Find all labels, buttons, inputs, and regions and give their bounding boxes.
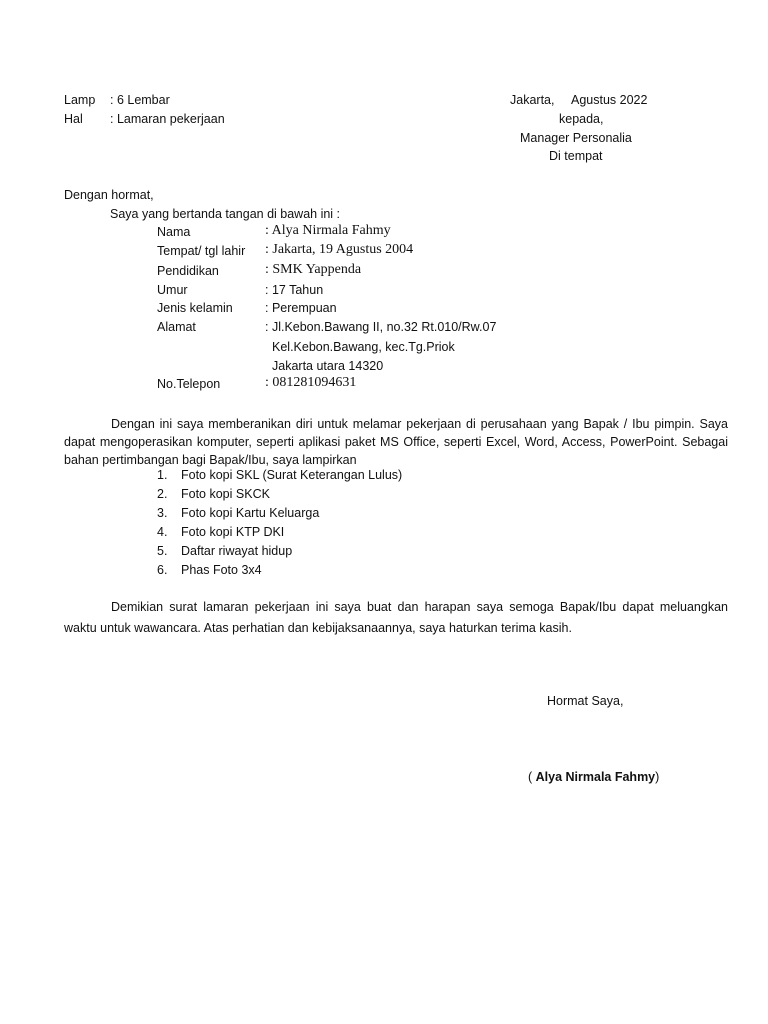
body-paragraph: Dengan ini saya memberanikan diri untuk melamar pekerjaan di perusahaan yang Bapak / Ibu pimpin. Saya dapat mengoperasikan komputer, seperti aplikasi paket MS Office, seperti Excel, Word, Access, PowerPoint. Sebagai bahan pertimbangan bagi Bapak/Ibu, saya lampirkan (64, 417, 728, 467)
recipient-line-3: Di tempat (549, 149, 603, 163)
list-item (157, 466, 402, 485)
alamat-line-1: : Jl.Kebon.Bawang II, no.32 Rt.010/Rw.07 (265, 320, 497, 334)
alamat-line-3: Jakarta utara 14320 (272, 359, 384, 373)
list-item (157, 504, 402, 523)
list-item-number: 6. (157, 563, 168, 577)
telepon-value: : 081281094631 (265, 375, 357, 390)
ttl-value: : Jakarta, 19 Agustus 2004 (265, 242, 414, 257)
lamp-label: Lamp (64, 93, 96, 107)
recipient-line-1: kepada, (559, 112, 604, 126)
list-item-text: Foto kopi Kartu Keluarga (181, 506, 320, 520)
list-item-number: 5. (157, 544, 168, 558)
list-item-text: Foto kopi SKCK (181, 487, 270, 501)
jenis-kelamin-label: Jenis kelamin (157, 301, 233, 315)
greeting: Dengan hormat, (64, 188, 154, 202)
list-item-number: 4. (157, 525, 168, 539)
signature-open-paren: ( (528, 770, 536, 784)
hal-label: Hal (64, 112, 83, 126)
umur-label: Umur (157, 283, 188, 297)
jenis-kelamin-value: : Perempuan (265, 301, 337, 315)
list-item-text: Daftar riwayat hidup (181, 544, 293, 558)
list-item (157, 542, 402, 561)
signature-name-text: Alya Nirmala Fahmy (535, 770, 656, 784)
ttl-label: Tempat/ tgl lahir (157, 244, 246, 258)
hal-value: : Lamaran pekerjaan (110, 112, 225, 126)
signature-salutation: Hormat Saya, (547, 694, 624, 708)
list-item (157, 523, 402, 542)
umur-value: : 17 Tahun (265, 283, 324, 297)
date-value: Agustus 2022 (571, 93, 648, 107)
alamat-label: Alamat (157, 320, 196, 334)
list-item (157, 485, 402, 504)
list-item-number: 2. (157, 487, 168, 501)
pendidikan-value: : SMK Yappenda (265, 262, 362, 277)
attachment-list (157, 466, 402, 580)
signature-close-paren: ) (655, 770, 660, 784)
intro-line: Saya yang bertanda tangan di bawah ini : (110, 207, 341, 221)
date-city: Jakarta, (510, 93, 555, 107)
pendidikan-label: Pendidikan (157, 264, 219, 278)
list-item-text: Phas Foto 3x4 (181, 563, 262, 577)
list-item-number: 3. (157, 506, 168, 520)
list-item-number: 1. (157, 468, 168, 482)
list-item-text: Foto kopi SKL (Surat Keterangan Lulus) (181, 468, 403, 482)
lamp-value: : 6 Lembar (110, 93, 170, 107)
list-item-text: Foto kopi KTP DKI (181, 525, 285, 539)
nama-value: : Alya Nirmala Fahmy (265, 223, 391, 238)
signature-name (528, 768, 659, 786)
telepon-label: No.Telepon (157, 377, 221, 391)
nama-label: Nama (157, 225, 191, 239)
closing-paragraph: Demikian surat lamaran pekerjaan ini saya buat dan harapan saya semoga Bapak/Ibu dapat meluangkan waktu untuk wawancara. Atas perhatian dan kebijaksanaannya, saya haturkan terima kasih. (64, 600, 728, 635)
alamat-line-2: Kel.Kebon.Bawang, kec.Tg.Priok (272, 340, 455, 354)
list-item (157, 561, 402, 580)
recipient-line-2: Manager Personalia (520, 131, 632, 145)
